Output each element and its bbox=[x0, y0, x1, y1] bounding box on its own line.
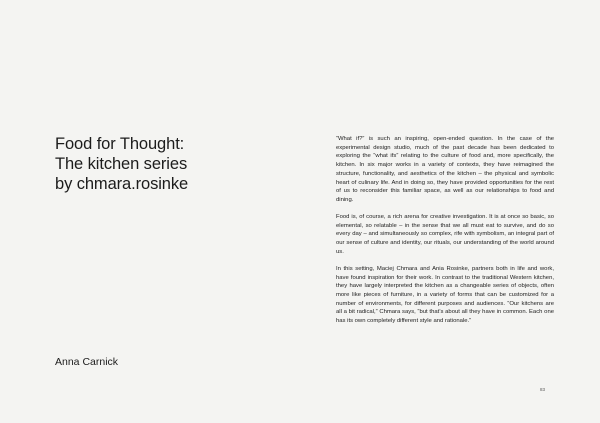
title-line: by chmara.rosinke bbox=[55, 175, 189, 193]
right-page bbox=[300, 0, 600, 423]
body-text bbox=[336, 135, 554, 334]
title-line: Food for Thought: bbox=[55, 135, 185, 153]
paragraph: Food is, of course, a rich arena for creative investigation. It is at once so basic, so elemental, so relatable – in the sense that we all must eat to survive, and do so every day – and simultaneously so complex, rife with symbolism, an integral part of our sense of culture and identity, our rituals, our understanding of the world around us. bbox=[336, 214, 554, 255]
page-number: 83 bbox=[540, 387, 546, 392]
paragraph: “What if?” is such an inspiring, open-ended question. In the case of the experimental design studio, much of the past decade has been dedicated to exploring the “what ifs” relating to the culture of food and, more specifically, the kitchen. In six major works in a variety of contexts, they have reimagined the structure, functionality, and aesthetics of the kitchen – the physical and symbolic heart of culinary life. And in doing so, they have provided opportunities for the rest of us to reconsider this familiar space, as well as our relationships to food and dining. bbox=[336, 136, 554, 203]
article-title bbox=[55, 134, 285, 194]
title-line: The kitchen series bbox=[55, 155, 188, 173]
paragraph: In this setting, Maciej Chmara and Ania Rosinke, partners both in life and work, have found inspiration for their work. In contrast to the traditional Western kitchen, they have largely interpreted the kitchen as a changeable series of objects, often more like pieces of furniture, in a variety of forms that can be customized for a number of environments, for different purposes and audiences. “Our kitchens are all a bit radical,” Chmara says, “but that’s about all they have in common. Each one has its own completely different style and rationale.” bbox=[336, 265, 554, 325]
author-name: Anna Carnick bbox=[55, 356, 119, 368]
